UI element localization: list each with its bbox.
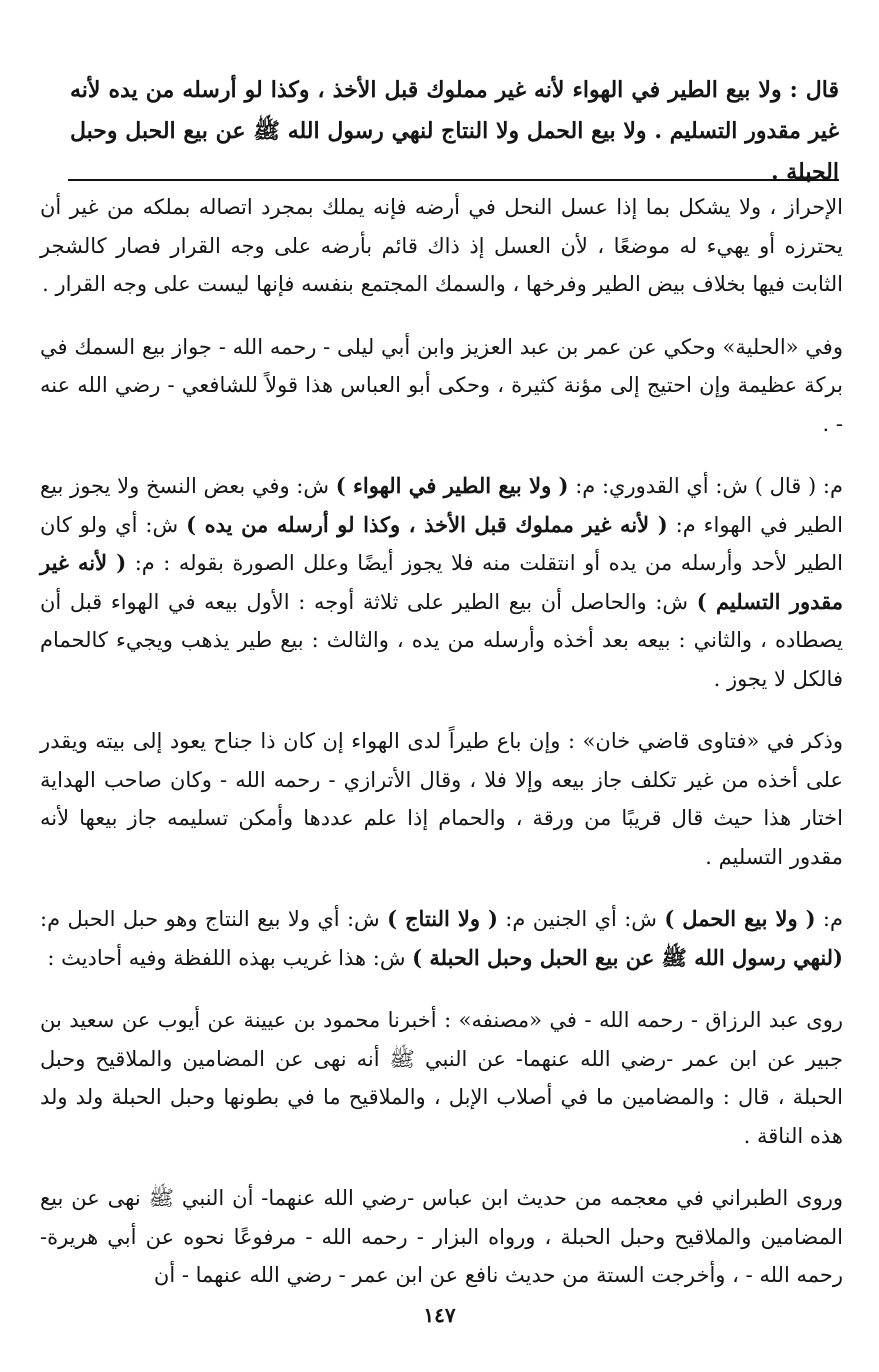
paragraph-qadi-khan: وذكر في «فتاوى قاضي خان» : وإن باع طيراً لدى الهواء إن كان ذا جناح يعود إلى بيته ويقدر على أخذه من غير تكلف جاز بيعه وإلا فلا ، وقال الأترازي - رحمه الله - وكان صاحب الهداية اختار هذا حيث قال قريبًا من ورقة ، والحمام إذا علم عددها وأمكن تسليمه جاز بيعها لأنه مقدور التسليم .: [40, 729, 843, 869]
commentary: [40, 188, 843, 1319]
paragraph-abdurrazzaq: روى عبد الرزاق - رحمه الله - في «مصنفه» : أخبرنا محمود بن عيينة عن أيوب عن سعيد بن جبير عن ابن عمر -رضي الله عنهما- عن النبي ﷺ أنه نهى عن المضامين والملاقيح وحبل الحبلة ، قال : والمضامين ما في أصلاب الإبل ، والملاقيح ما في بطونها وحبل الحبلة ولد ولد هذه الناقة .: [40, 1008, 843, 1148]
main-text: قال : ولا بيع الطير في الهواء لأنه غير مملوك قبل الأخذ ، وكذا لو أرسله من يده لأنه غير مقدور التسليم . ولا بيع الحمل ولا النتاج لنهي رسول الله ﷺ عن بيع الحبل وحبل الحبلة .: [70, 77, 839, 185]
paragraph-hilya: وفي «الحلية» وحكي عن عمر بن عبد العزيز وابن أبي ليلى - رحمه الله - جواز بيع السمك في بركة عظيمة وإن احتيج إلى مؤنة كثيرة ، وحكى أبو العباس هذا قولاً للشافعي - رضي الله عنه - .: [40, 334, 843, 436]
paragraph-tabarani: وروى الطبراني في معجمه من حديث ابن عباس -رضي الله عنهما- أن النبي ﷺ نهى عن بيع المضامين والملاقيح وحبل الحبلة ، ورواه البزار - رحمه الله - مرفوعًا نحوه عن أبي هريرة- رحمه الله - ، وأخرجت الستة من حديث نافع عن ابن عمر - رضي الله عنهما - أن: [40, 1186, 843, 1287]
paragraph-ihraz: الإحراز ، ولا يشكل بما إذا عسل النحل في أرضه فإنه يملك بمجرد اتصاله بملكه من غير أن يحترزه أو يهيء له موضعًا ، لأن العسل إذ ذاك قائم بأرضه على وجه القرار فصار كالشجر الثابت فيها بخلاف بيض الطير وفرخها ، والسمك المجتمع بنفسه فإنها ليست على وجه القرار .: [40, 195, 843, 296]
paragraph-bird-sale: م: ( قال ) ش: أي القدوري: م: ( ولا بيع الطير في الهواء ) ش: وفي بعض النسخ ولا يجوز بيع الطير في الهواء م: ( لأنه غير مملوك قبل الأخذ ، وكذا لو أرسله من يده ) ش: أي ولو كان الطير لأحد وأرسله من يده أو انتقلت منه فلا يجوز أيضًا وعلل الصورة بقوله : م: ( لأنه غير مقدور التسليم ) ش: والحاصل أن بيع الطير على ثلاثة أوجه : الأول بيعه في الهواء قبل أن يصطاده ، والثاني : بيعه بعد أخذه وأرسله من يده ، والثالث : بيع طير يذهب ويجيء كالحمام فالكل لا يجوز .: [40, 473, 843, 691]
paragraph-haml: م: ( ولا بيع الحمل ) ش: أي الجنين م: ( ولا النتاج ) ش: أي ولا بيع النتاج وهو حبل الحبل م: (لنهي رسول الله ﷺ عن بيع الحبل وحبل الحبلة ) ش: هذا غريب بهذه اللفظة وفيه أحاديث :: [40, 906, 843, 970]
separator-line: [68, 179, 839, 181]
page-number: ١٤٧: [423, 1303, 456, 1327]
